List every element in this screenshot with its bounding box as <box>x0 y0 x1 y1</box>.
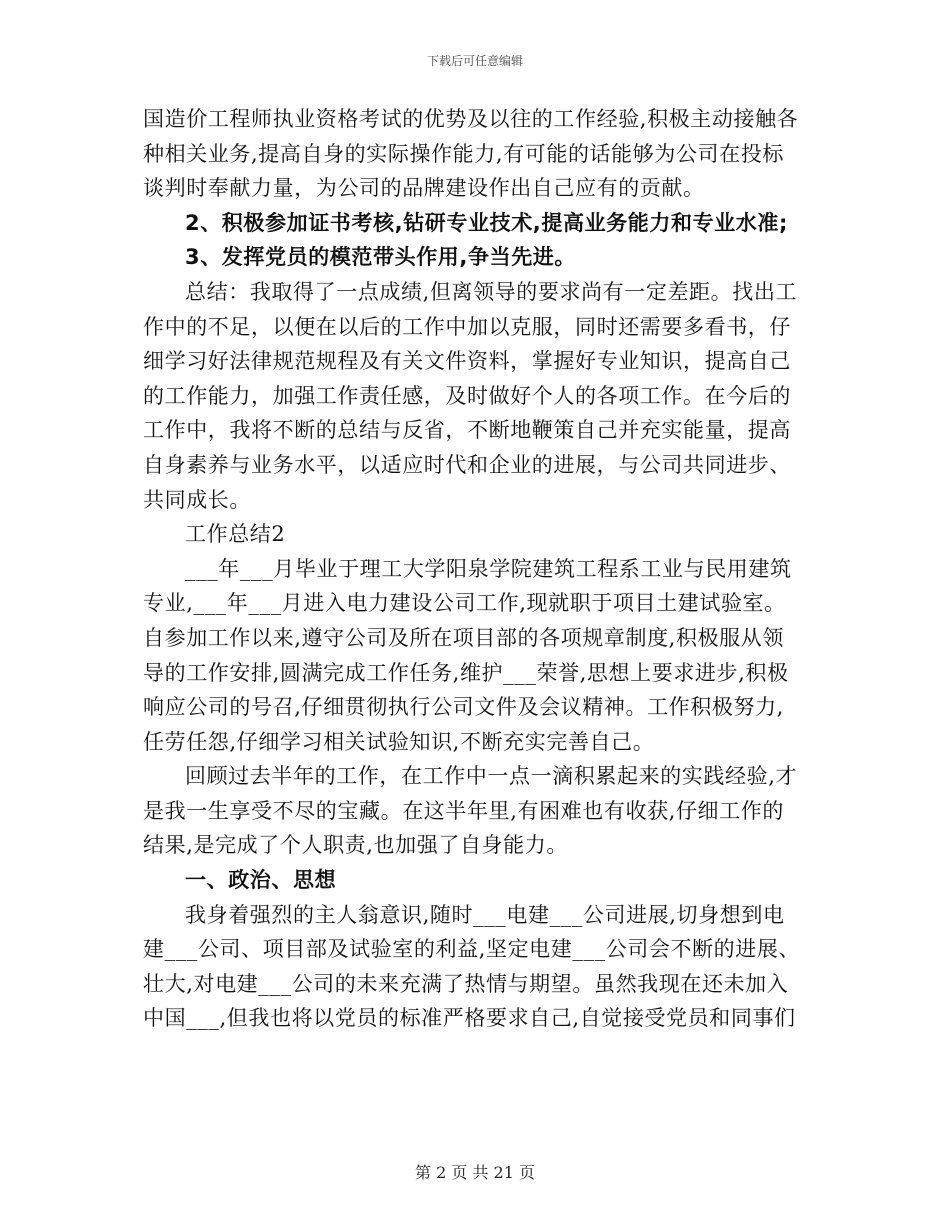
paragraph-line: 工作中，我将不断的总结与反省，不断地鞭策自己并充实能量，提高 <box>143 418 791 443</box>
paragraph-line: 的工作能力，加强工作责任感，及时做好个人的各项工作。在今后的 <box>143 383 791 408</box>
paragraph-line: 是我一生享受不尽的宝藏。在这半年里,有困难也有收获,仔细工作的 <box>143 798 784 823</box>
paragraph-line: 自参加工作以来,遵守公司及所在项目部的各项规章制度,积极服从领 <box>143 625 784 650</box>
paragraph-line: 我身着强烈的主人翁意识,随时___电建___公司进展,切身想到电 <box>185 902 785 927</box>
document-body <box>143 102 808 1036</box>
paragraph-line: 壮大,对电建___公司的未来充满了热情与期望。虽然我现在还未加入 <box>143 971 789 996</box>
paragraph-line: 细学习好法律规范规程及有关文件资料，掌握好专业知识，提高自己 <box>143 349 791 374</box>
paragraph-line: 工作总结2 <box>185 522 286 547</box>
paragraph-line: 共同成长。 <box>143 487 251 512</box>
page-number-footer: 第 2 页 共 21 页 <box>415 1163 535 1182</box>
paragraph-line: 中国___,但我也将以党员的标准严格要求自己,自觉接受党员和同事们 <box>143 1006 796 1031</box>
paragraph-line: ___年___月毕业于理工大学阳泉学院建筑工程系工业与民用建筑 <box>185 556 792 581</box>
paragraph-line: 作中的不足，以便在以后的工作中加以克服，同时还需要多看书，仔 <box>143 314 791 339</box>
page-header-note: 下载后可任意编辑 <box>426 54 523 68</box>
section-heading-line: 3、发挥党员的模范带头作用,争当先进。 <box>185 245 576 270</box>
paragraph-line: 种相关业务,提高自身的实际操作能力,有可能的话能够为公司在投标 <box>143 141 784 166</box>
section-heading-line: 一、政治、思想 <box>185 868 337 893</box>
paragraph-line: 回顾过去半年的工作，在工作中一点一滴积累起来的实践经验,才 <box>185 764 798 789</box>
paragraph-line: 国造价工程师执业资格考试的优势及以往的工作经验,积极主动接触各 <box>143 107 799 131</box>
paragraph-line: 总结：我取得了一点成绩,但离领导的要求尚有一定差距。找出工 <box>185 279 798 304</box>
paragraph-line: 谈判时奉献力量，为公司的品牌建设作出自己应有的贡献。 <box>143 176 705 201</box>
paragraph-line: 自身素养与业务水平，以适应时代和企业的进展，与公司共同进步、 <box>143 452 791 477</box>
paragraph-line: 结果,是完成了个人职责,也加强了自身能力。 <box>143 833 568 858</box>
paragraph-line: 专业,___年___月进入电力建设公司工作,现就职于项目土建试验室。 <box>143 591 786 616</box>
paragraph-line: 任劳任怨,仔细学习相关试验知识,不断充实完善自己。 <box>143 729 655 754</box>
section-heading-line: 2、积极参加证书考核,钻研专业技术,提高业务能力和专业水准; <box>185 210 788 235</box>
paragraph-line: 建___公司、项目部及试验室的利益,坚定电建___公司会不断的进展、 <box>143 937 801 962</box>
paragraph-line: 响应公司的号召,仔细贯彻执行公司文件及会议精神。工作积极努力, <box>143 695 784 720</box>
paragraph-line: 导的工作安排,圆满完成工作任务,维护___荣誉,思想上要求进步,积极 <box>143 660 789 685</box>
